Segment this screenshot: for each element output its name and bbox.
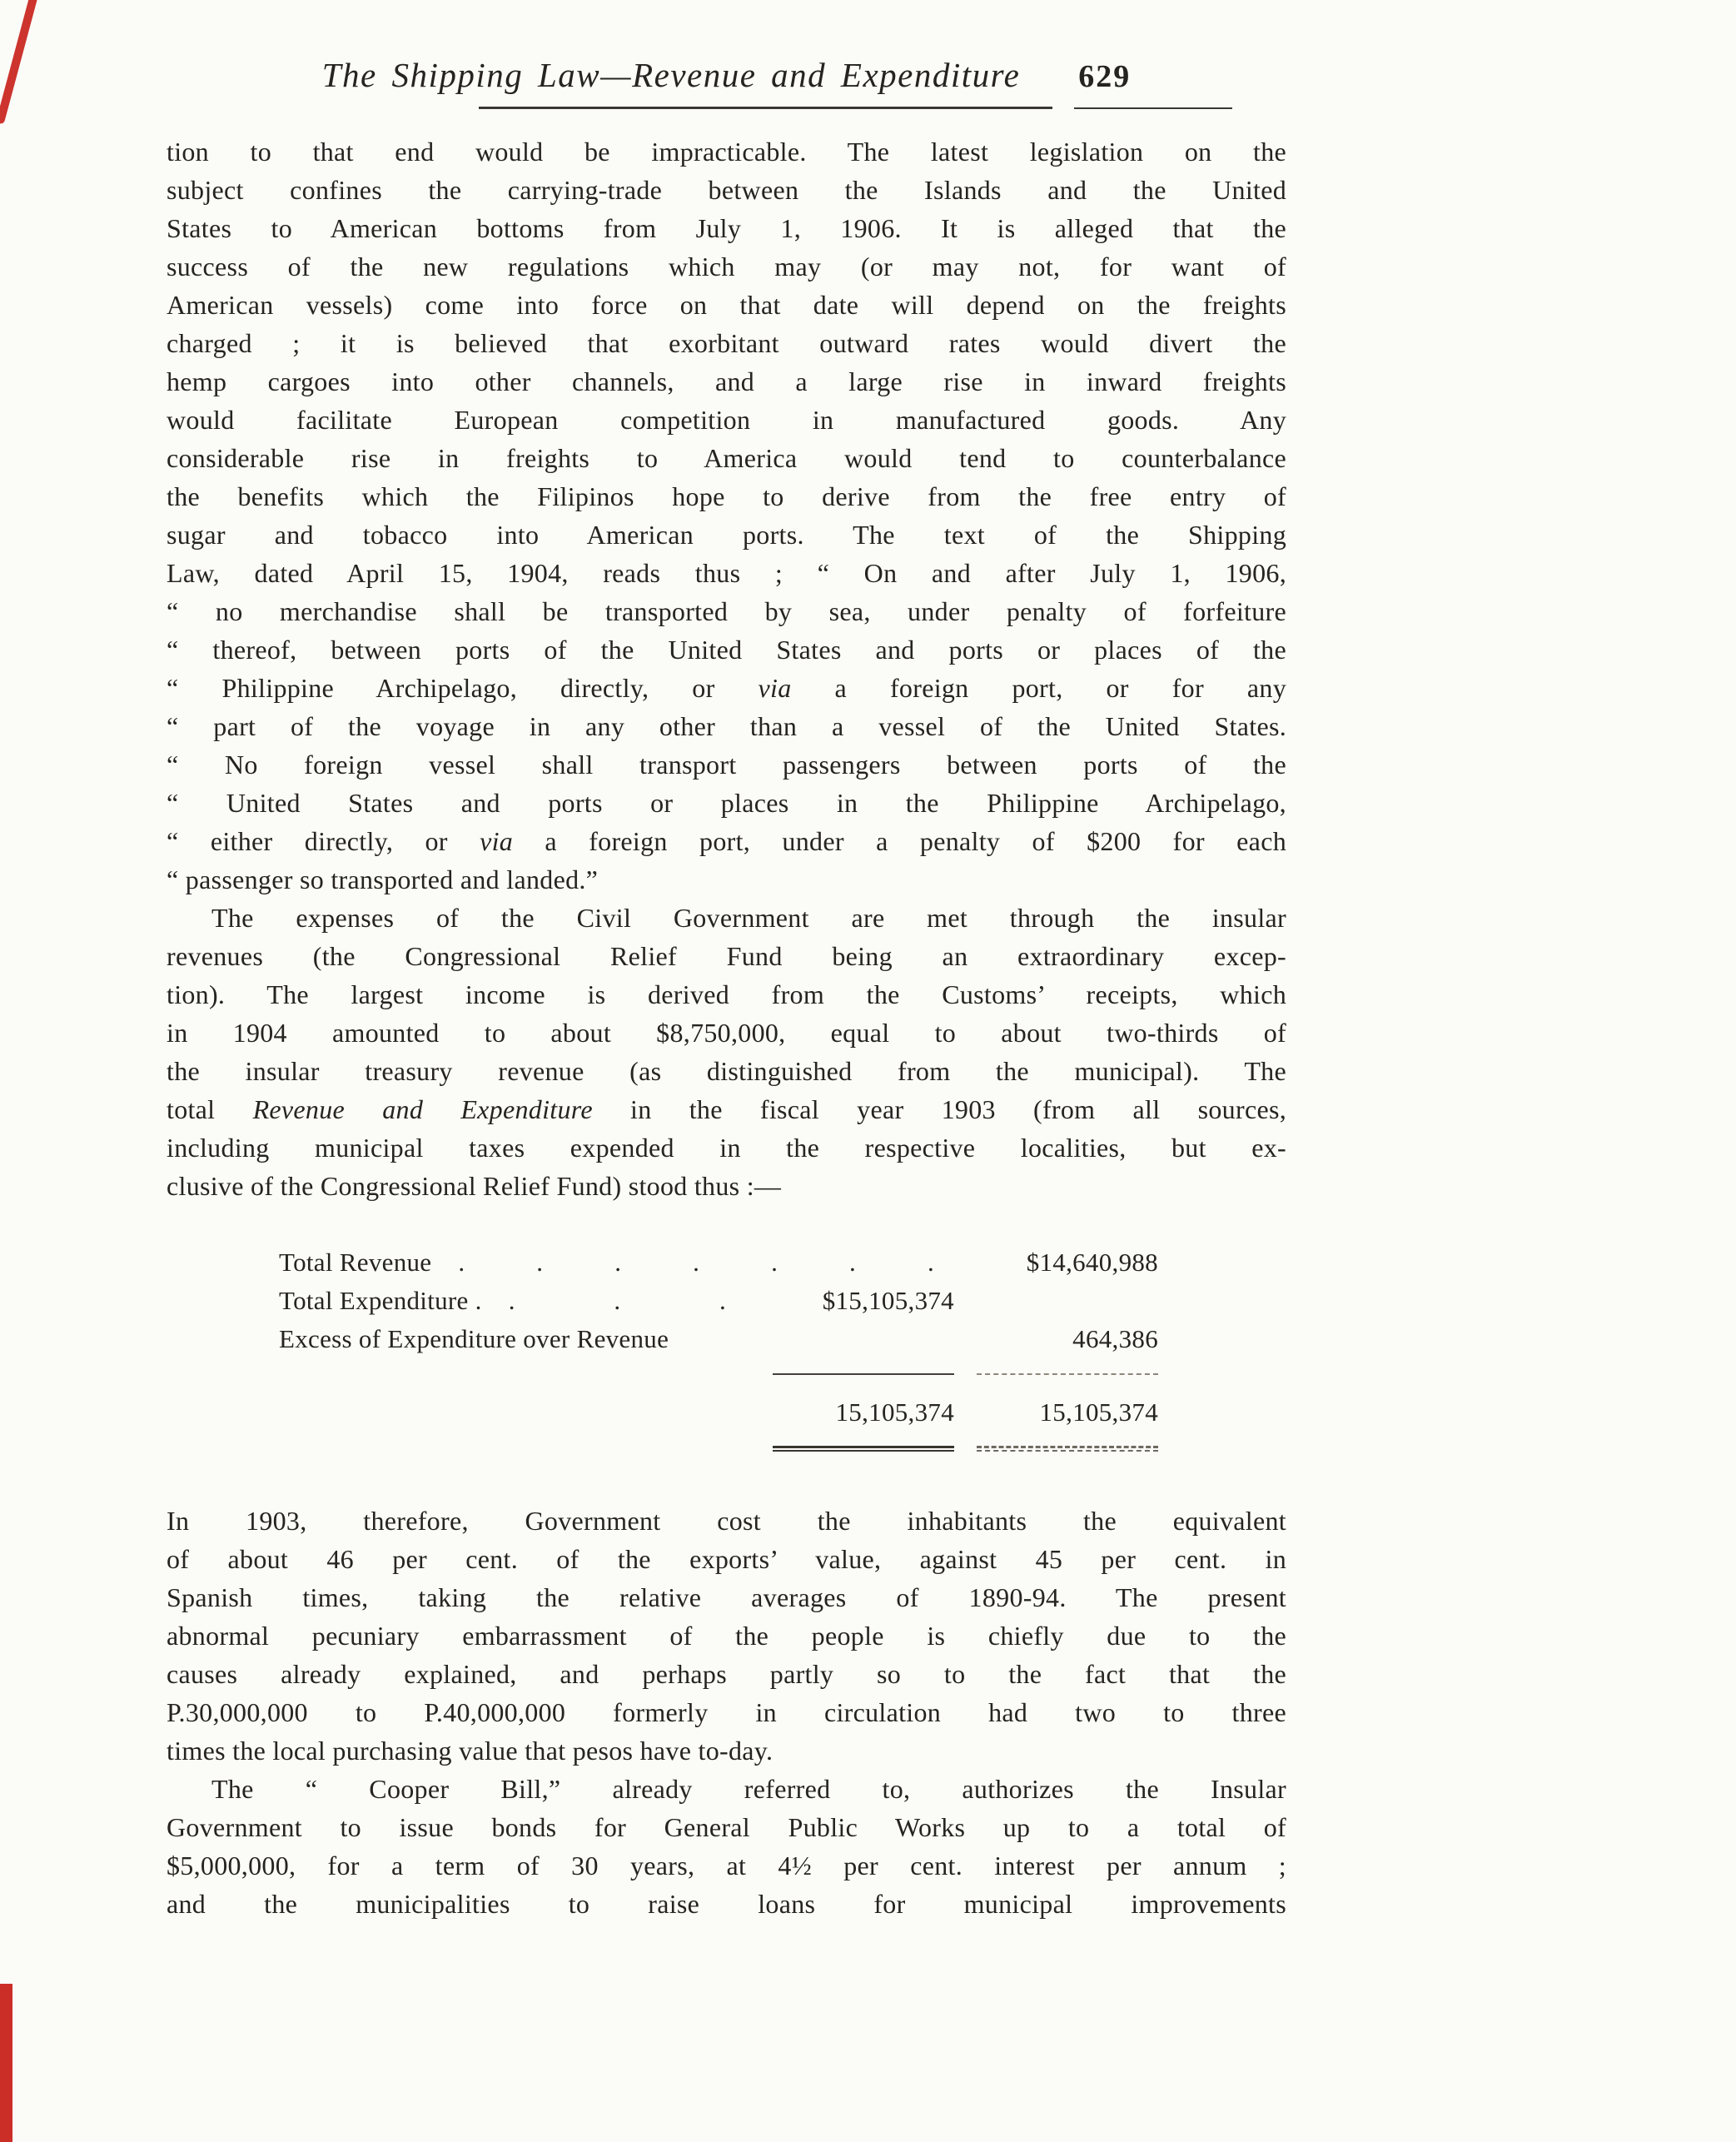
single-rule-broken [977, 1373, 1158, 1375]
text-line: The “ Cooper Bill,” already referred to, authorizes the Insular [211, 1774, 1286, 1804]
text-line: $5,000,000, for a term of 30 years, at 4½ per cent. interest per annum ; [167, 1851, 1286, 1880]
text-line: The expenses of the Civil Government are met through the insular [211, 903, 1286, 933]
rule-cell [958, 1446, 1161, 1452]
text-line: considerable rise in freights to America would tend to counterbalance [167, 443, 1286, 473]
text-line: total Revenue and Expenditure in the fiscal year 1903 (from all sources, [167, 1094, 1286, 1124]
text-line: charged ; it is believed that exorbitant outward rates would divert the [167, 328, 1286, 358]
amount-cell: $15,105,374 [822, 1286, 954, 1315]
table-totals-row [279, 1393, 1161, 1432]
text-line: would facilitate European competition in manufactured goods. Any [167, 405, 1286, 435]
total-amount-cell: 15,105,374 [1039, 1397, 1158, 1427]
page-title: The Shipping Law—Revenue and Expenditure [321, 56, 1021, 94]
dot-leaders: . . . [508, 1286, 726, 1315]
text-line: P.30,000,000 to P.40,000,000 formerly in circulation had two to three [167, 1697, 1286, 1727]
text-line: the insular treasury revenue (as distinguished from the municipal). The [167, 1056, 1286, 1086]
text-line: clusive of the Congressional Relief Fund) stood thus :— [167, 1171, 782, 1201]
text-line: “ no merchandise shall be transported by sea, under penalty of forfeiture [167, 596, 1286, 626]
text-line: in 1904 amounted to about $8,750,000, equal to about two-thirds of [167, 1018, 1286, 1048]
paragraph [167, 1770, 1286, 1923]
row-label: Excess of Expenditure over Revenue [279, 1324, 669, 1353]
amount-cell: $14,640,988 [1026, 1248, 1158, 1277]
text-line: “ passenger so transported and landed.” [167, 864, 599, 894]
rule-cell [749, 1373, 958, 1375]
text-line: tion). The largest income is derived from the Customs’ receipts, which [167, 979, 1286, 1009]
body-paragraphs-before-table [167, 132, 1286, 1205]
text-line: “ No foreign vessel shall transport passengers between ports of the [167, 750, 1286, 780]
text-line: “ Philippine Archipelago, directly, or via a foreign port, or for any [167, 673, 1286, 703]
total-amount-cell: 15,105,374 [835, 1397, 954, 1427]
text-line: “ thereof, between ports of the United States and ports or places of the [167, 635, 1286, 665]
text-line: American vessels) come into force on that date will depend on the freights [167, 290, 1286, 320]
text-line: sugar and tobacco into American ports. The text of the Shipping [167, 520, 1286, 550]
text-line: the benefits which the Filipinos hope to derive from the free entry of [167, 481, 1286, 511]
text-line: revenues (the Congressional Relief Fund being an extraordinary excep- [167, 941, 1286, 971]
text-line: Government to issue bonds for General Public Works up to a total of [167, 1812, 1286, 1842]
table-label-cell [279, 1320, 749, 1358]
text-line: times the local purchasing value that pesos have to-day. [167, 1736, 773, 1766]
red-pen-mark-top-left [0, 0, 39, 124]
financial-table [279, 1243, 1161, 1458]
header-rule [479, 107, 1232, 109]
paragraph [167, 1502, 1286, 1770]
amount-cell: 464,386 [1072, 1324, 1158, 1353]
table-label-cell [279, 1282, 749, 1320]
page-number: 629 [1078, 59, 1132, 94]
header-rule-segment [1074, 107, 1232, 109]
body-paragraphs-after-table [167, 1502, 1286, 1923]
table-row [279, 1320, 1161, 1358]
page-content [167, 50, 1286, 1923]
text-line: Spanish times, taking the relative averages of 1890-94. The present [167, 1582, 1286, 1612]
red-edge-strip-bottom-left [0, 1984, 12, 2142]
dot-leaders: . . . . . . . [458, 1248, 934, 1277]
table-label-cell [279, 1243, 958, 1282]
text-line: of about 46 per cent. of the exports’ value, against 45 per cent. in [167, 1544, 1286, 1574]
body-text [167, 132, 1286, 1923]
row-label: Total Revenue [279, 1248, 432, 1277]
table-row [279, 1243, 1161, 1282]
paragraph [167, 132, 1286, 899]
header-rule-segment [479, 107, 1052, 109]
text-line: success of the new regulations which may (or may not, for want of [167, 252, 1286, 281]
text-line: hemp cargoes into other channels, and a large rise in inward freights [167, 366, 1286, 396]
table-rule-row [279, 1363, 1161, 1385]
row-label: Total Expenditure . [279, 1286, 482, 1315]
running-head [167, 50, 1286, 95]
rule-cell [958, 1373, 1161, 1375]
text-line: Law, dated April 15, 1904, reads thus ; “ On and after July 1, 1906, [167, 558, 1286, 588]
table-row [279, 1282, 1161, 1320]
text-line: “ United States and ports or places in the Philippine Archipelago, [167, 788, 1286, 818]
text-line: and the municipalities to raise loans for municipal improvements [167, 1889, 1286, 1919]
text-line: causes already explained, and perhaps partly so to the fact that the [167, 1659, 1286, 1689]
text-line: “ part of the voyage in any other than a vessel of the United States. [167, 711, 1286, 741]
single-rule [773, 1373, 954, 1375]
text-line: abnormal pecuniary embarrassment of the people is chiefly due to the [167, 1621, 1286, 1651]
paragraph [167, 899, 1286, 1205]
text-line: States to American bottoms from July 1, 1906. It is alleged that the [167, 213, 1286, 243]
text-line: In 1903, therefore, Government cost the inhabitants the equivalent [167, 1506, 1286, 1536]
double-rule-broken [977, 1446, 1158, 1452]
text-line: including municipal taxes expended in the respective localities, but ex- [167, 1133, 1286, 1163]
text-line: tion to that end would be impracticable. The latest legislation on the [167, 137, 1286, 167]
text-line: subject confines the carrying-trade between the Islands and the United [167, 175, 1286, 205]
rule-cell [749, 1446, 958, 1452]
double-rule [773, 1446, 954, 1452]
text-line: “ either directly, or via a foreign port, under a penalty of $200 for each [167, 826, 1286, 856]
table-double-rule-row [279, 1438, 1161, 1458]
